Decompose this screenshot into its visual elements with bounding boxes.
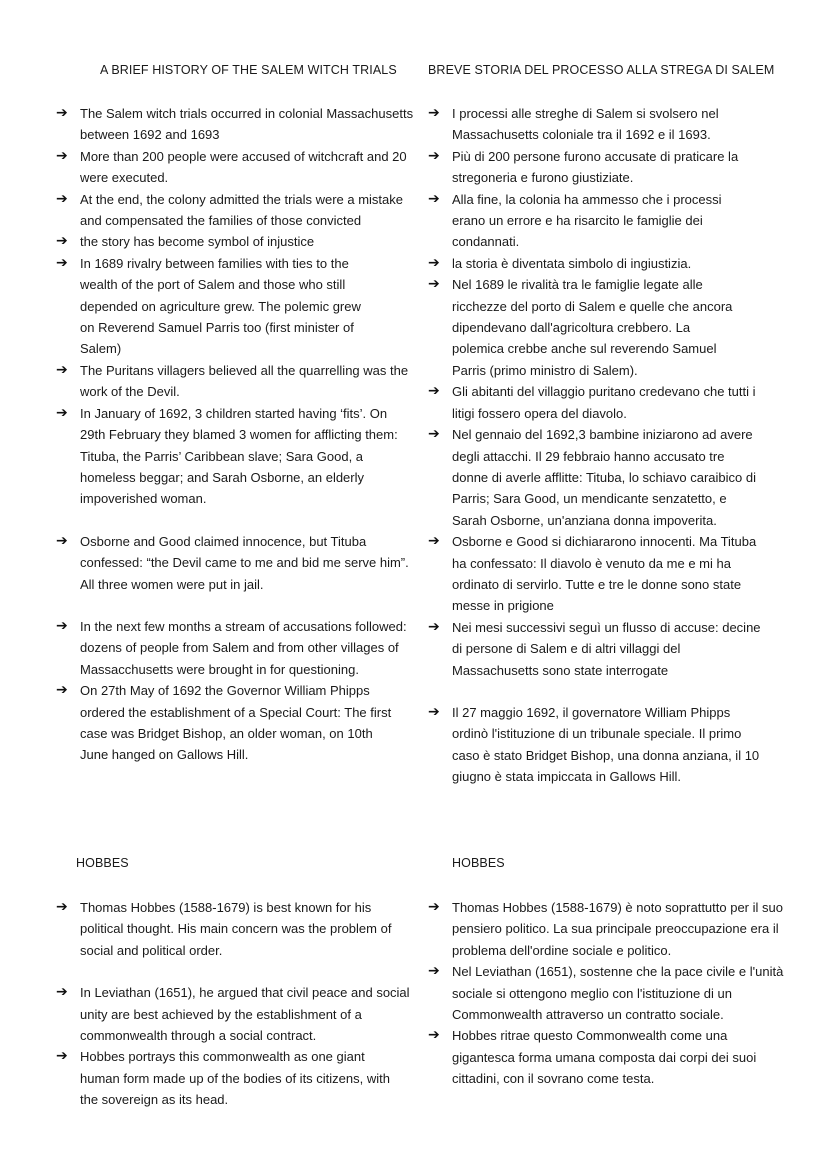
arrow-bullet-icon: ➔ [56,147,68,164]
salem-italian-title: BREVE STORIA DEL PROCESSO ALLA STREGA DI SALEM [428,63,775,77]
arrow-bullet-icon: ➔ [56,190,68,207]
list-item: ➔ In 1689 rivalry between families with ties to the wealth of the port of Salem and those who still depended on agriculture grew. The polemic grew on Reverend Samuel Parris too (first minister of Salem) [56,254,361,357]
list-item: ➔ Nei mesi successivi seguì un flusso di accuse: decine di persone di Salem e di altri villaggi del Massachusetts sono state interrogate [428,618,761,678]
salem-english-title: A BRIEF HISTORY OF THE SALEM WITCH TRIALS [100,63,397,77]
list-item: ➔ Osborne and Good claimed innocence, but Tituba confessed: “the Devil came to me and bid me serve him”. All three women were put in jail. [56,532,409,592]
hobbes-english-title: HOBBES [76,856,129,870]
arrow-bullet-icon: ➔ [56,1048,68,1065]
list-item: ➔ the story has become symbol of injustice [56,231,418,252]
arrow-bullet-icon: ➔ [428,426,440,443]
list-item: ➔ Nel gennaio del 1692,3 bambine iniziarono ad avere degli attacchi. Il 29 febbraio hanno accusato tre donne di averle afflitte: Tituba, lo schiavo caraibico di Parris; Sara Good, un mendicante senzatetto, e Sarah Osborne, un'anziana donna impoverita. [428,426,756,528]
arrow-bullet-icon: ➔ [428,383,440,400]
hobbes-english-list [56,897,418,1111]
list-item: ➔ I processi alle streghe di Salem si svolsero nel Massachusetts coloniale tra il 1692 e il 1693. [428,105,719,143]
salem-italian-list [428,103,784,788]
hobbes-italian-title: HOBBES [452,856,505,870]
list-item: ➔ Osborne e Good si dichiararono innocenti. Ma Tituba ha confessato: Il diavolo è venuto da me e mi ha ordinato di servirlo. Tutte e tre le donne sono state messe in prigione [428,533,757,614]
list-item: ➔ On 27th May of 1692 the Governor William Phipps ordered the establishment of a Special Court: The first case was Bridget Bishop, an older woman, on 10th June hanged on Gallows Hill. [56,682,392,763]
list-item: ➔ Thomas Hobbes (1588-1679) è noto soprattutto per il suo pensiero politico. La sua principale preoccupazione era il problema dell'ordine sociale e politico. [428,899,783,958]
list-item: ➔ In the next few months a stream of accusations followed: dozens of people from Salem and from other villages of Massacchusetts were brought in for questioning. [56,617,407,677]
arrow-bullet-icon: ➔ [56,105,68,121]
arrow-bullet-icon: ➔ [428,190,440,207]
arrow-bullet-icon: ➔ [56,617,68,634]
arrow-bullet-icon: ➔ [56,532,68,549]
arrow-bullet-icon: ➔ [56,984,68,1001]
list-item: ➔ Nel 1689 le rivalità tra le famiglie legate alle ricchezze del porto di Salem e quelle che ancora dipendevano dall'agricoltura crebbero. La polemica crebbe anche sul reverendo Samuel Parris (primo ministro di Salem). [428,276,733,378]
list-item: ➔ In Leviathan (1651), he argued that civil peace and social unity are best achieved by the establishment of a commonwealth through a social contract. [56,984,410,1044]
salem-english-list [56,103,418,766]
list-item: ➔ In January of 1692, 3 children started having ‘fits’. On 29th February they blamed 3 women for afflicting them: Tituba, the Parris’ Caribbean slave; Sara Good, a homeless beggar; and Sarah Osborne, an elderly impoverished woman. [56,404,398,507]
arrow-bullet-icon: ➔ [56,233,68,250]
arrow-bullet-icon: ➔ [428,899,440,915]
list-item: ➔ Il 27 maggio 1692, il governatore William Phipps ordinò l'istituzione di un tribunale speciale. Il primo caso è stato Bridget Bishop, una donna anziana, il 10 giugno è stata impiccata in Gallows Hill. [428,703,760,785]
arrow-bullet-icon: ➔ [56,899,68,915]
arrow-bullet-icon: ➔ [428,963,440,980]
arrow-bullet-icon: ➔ [56,361,68,378]
list-item: ➔ More than 200 people were accused of witchcraft and 20 were executed. [56,147,407,186]
list-item: ➔ Hobbes ritrae questo Commonwealth come una gigantesca forma umana composta dai corpi dei suoi cittadini, con il sovrano come testa. [428,1027,757,1087]
arrow-bullet-icon: ➔ [428,618,440,635]
arrow-bullet-icon: ➔ [56,682,68,699]
list-item: ➔ Thomas Hobbes (1588-1679) is best known for his political thought. His main concern was the problem of social and political order. [56,899,392,958]
arrow-bullet-icon: ➔ [56,404,68,421]
list-item: ➔ la storia è diventata simbolo di ingiustizia. [428,253,784,274]
list-item: ➔ Gli abitanti del villaggio puritano credevano che tutti i litigi fossero opera del diavolo. [428,383,756,421]
list-item: ➔ The Salem witch trials occurred in colonial Massachusetts between 1692 and 1693 [56,105,414,143]
arrow-bullet-icon: ➔ [428,703,440,720]
list-item: ➔ Alla fine, la colonia ha ammesso che i processi erano un errore e ha risarcito le famiglie dei condannati. [428,190,722,250]
arrow-bullet-icon: ➔ [56,254,68,271]
list-item: ➔ The Puritans villagers believed all the quarrelling was the work of the Devil. [56,361,409,400]
hobbes-italian-list [428,897,784,1090]
list-item: ➔ Nel Leviathan (1651), sostenne che la pace civile e l'unità sociale si ottengono meglio con l'istituzione di un Commonwealth attraverso un contratto sociale. [428,963,784,1023]
list-item: ➔ Hobbes portrays this commonwealth as one giant human form made up of the bodies of its citizens, with the sovereign as its head. [56,1048,390,1108]
arrow-bullet-icon: ➔ [428,254,440,271]
list-item: ➔ Più di 200 persone furono accusate di praticare la stregoneria e furono giustiziate. [428,147,739,186]
arrow-bullet-icon: ➔ [428,147,440,164]
arrow-bullet-icon: ➔ [428,533,440,550]
arrow-bullet-icon: ➔ [428,276,440,293]
list-item: ➔ At the end, the colony admitted the trials were a mistake and compensated the families of those convicted [56,190,404,229]
arrow-bullet-icon: ➔ [428,105,440,121]
arrow-bullet-icon: ➔ [428,1027,440,1044]
